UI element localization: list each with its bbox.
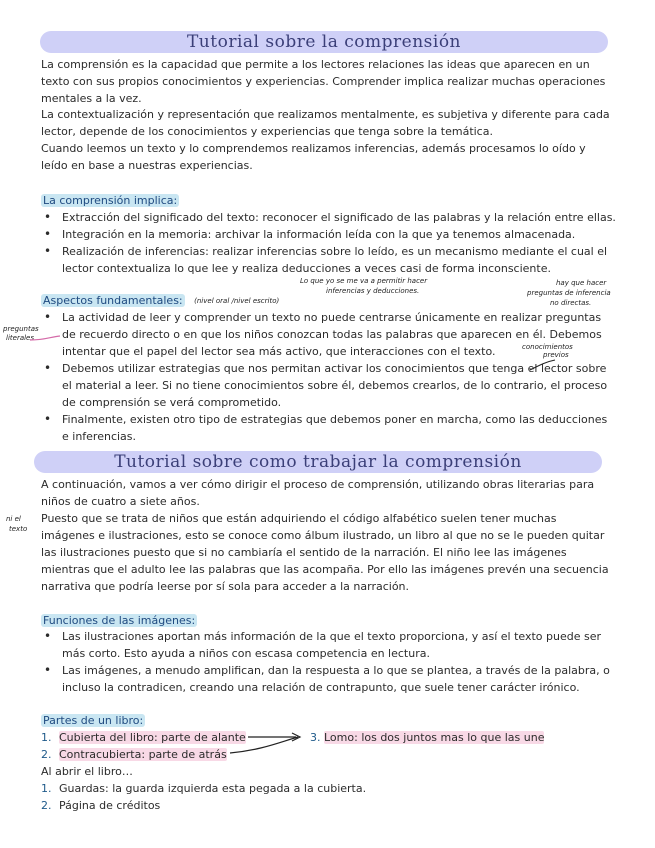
funciones-heading: Funciones de las imágenes: bbox=[43, 614, 196, 627]
title-bar-1 bbox=[40, 31, 608, 53]
note-nivel-texto-2: texto bbox=[9, 525, 28, 533]
title-bar-2 bbox=[34, 451, 602, 473]
note-preguntas-literales-1: preguntas bbox=[3, 325, 39, 333]
partes-heading: Partes de un libro: bbox=[43, 714, 144, 727]
part2-paragraph-1: A continuación, vamos a ver cómo dirigir el proceso de comprensión, utilizando obras literarias para niños de cuatro a siete años. bbox=[41, 478, 595, 508]
aspectos-list bbox=[41, 309, 616, 445]
list-item: • Debemos utilizar estrategias que nos permitan activar los conocimientos que tenga el lector sobre el material a leer. Si no tiene conocimientos sobre él, debemos crearlos, de lo contrario, el proceso de comprensión se verá comprometido. bbox=[41, 360, 616, 411]
list-item: • Extracción del significado del texto: reconocer el significado de las palabras y la relación entre ellas. bbox=[41, 209, 616, 226]
aspectos-heading: Aspectos fundamentales: (nivel oral /nivel escrito) bbox=[43, 294, 280, 307]
note-preguntas-inferencia: preguntas de inferencia bbox=[527, 289, 611, 297]
list-item: 2. Página de créditos bbox=[41, 799, 161, 812]
intro-paragraph-2: La contextualización y representación que realizamos mentalmente, es subjetiva y diferente para cada lector, depende de los conocimientos y experiencias que tenga sobre la temática. bbox=[41, 108, 610, 138]
note-nivel: (nivel oral /nivel escrito) bbox=[194, 297, 280, 305]
implica-list bbox=[41, 209, 616, 277]
note-lo-que: Lo que yo se me va a permitir hacer bbox=[300, 277, 428, 285]
list-item: • Las imágenes, a menudo amplifican, dan la respuesta a lo que se plantea, a través de la palabra, o incluso la contradicen, creando una relación de contrapunto, que suele tener carácter irónico. bbox=[41, 662, 616, 696]
abrir-list bbox=[41, 780, 366, 814]
page-title-1: Tutorial sobre la comprensión bbox=[186, 32, 462, 52]
note-hay-que: hay que hacer bbox=[556, 279, 607, 287]
list-item: • La actividad de leer y comprender un texto no puede centrarse únicamente en realizar preguntas de recuerdo directo o en que los niños conozcan todas las palabras que aparecen en él. Debemos intentar que el papel del lector sea más activo, que interacciones con el texto. bbox=[41, 309, 616, 360]
list-item: • Las ilustraciones aportan más información de la que el texto proporciona, y así el texto puede ser más corto. Esto ayuda a niños con escasa competencia en lectura. bbox=[41, 628, 616, 662]
note-nivel-texto-1: ni el bbox=[6, 515, 21, 523]
page-title-2: Tutorial sobre como trabajar la comprensión bbox=[114, 452, 522, 472]
list-item: 1. Guardas: la guarda izquierda esta pegada a la cubierta. bbox=[41, 782, 367, 795]
note-conocimientos-2: previos bbox=[543, 351, 569, 359]
list-item: • Realización de inferencias: realizar inferencias sobre lo leído, es un mecanismo mediante el cual el lector contextualiza lo que lee y realiza deducciones a veces casi de forma inconsciente. bbox=[41, 243, 616, 277]
list-item: • Finalmente, existen otro tipo de estrategias que debemos poner en marcha, como las deducciones e inferencias. bbox=[41, 411, 616, 445]
intro-paragraph-3: Cuando leemos un texto y lo comprendemos realizamos inferencias, además procesamos lo oído y leído en base a nuestras experiencias. bbox=[41, 142, 586, 172]
intro-paragraph-1: La comprensión es la capacidad que permite a los lectores relaciones las ideas que aparecen en un texto con sus propios conocimientos y experiencias. Comprender implica realizar muchas operaciones mentales a la vez. bbox=[41, 58, 606, 105]
funciones-list bbox=[41, 628, 616, 696]
note-conocimientos-1: conocimientos bbox=[522, 343, 573, 351]
list-item: 1. Cubierta del libro: parte de alante bbox=[41, 731, 246, 744]
note-preguntas-literales-2: literales bbox=[6, 334, 35, 342]
part2-paragraph-2: Puesto que se trata de niños que están adquiriendo el código alfabético suelen tener muchas imágenes e ilustraciones, esto se conoce como álbum ilustrado, un libro al que no se le pueden quitar las ilustraciones puesto que si no cambiaría el sentido de la narración. El niño lee las imágenes mientras que el adulto lee las palabras que las acompaña. Por ello las imágenes prevén una secuencia narrativa que podría leerse por sí sola para acceder a la narración. bbox=[41, 512, 609, 593]
arrowhead bbox=[292, 733, 300, 741]
partes-list bbox=[41, 729, 246, 763]
list-item: • Integración en la memoria: archivar la información leída con la que ya tenemos almacenada. bbox=[41, 226, 616, 243]
lomo-item: 3. Lomo: los dos juntos mas lo que las une bbox=[310, 731, 545, 744]
implica-heading: La comprensión implica: bbox=[43, 194, 178, 207]
note-no-directas: no directas. bbox=[550, 299, 592, 307]
list-item: 2. Contracubierta: parte de atrás bbox=[41, 748, 227, 761]
note-inferencias: inferencias y deducciones. bbox=[326, 287, 420, 295]
abrir-libro-label: Al abrir el libro… bbox=[41, 765, 133, 778]
